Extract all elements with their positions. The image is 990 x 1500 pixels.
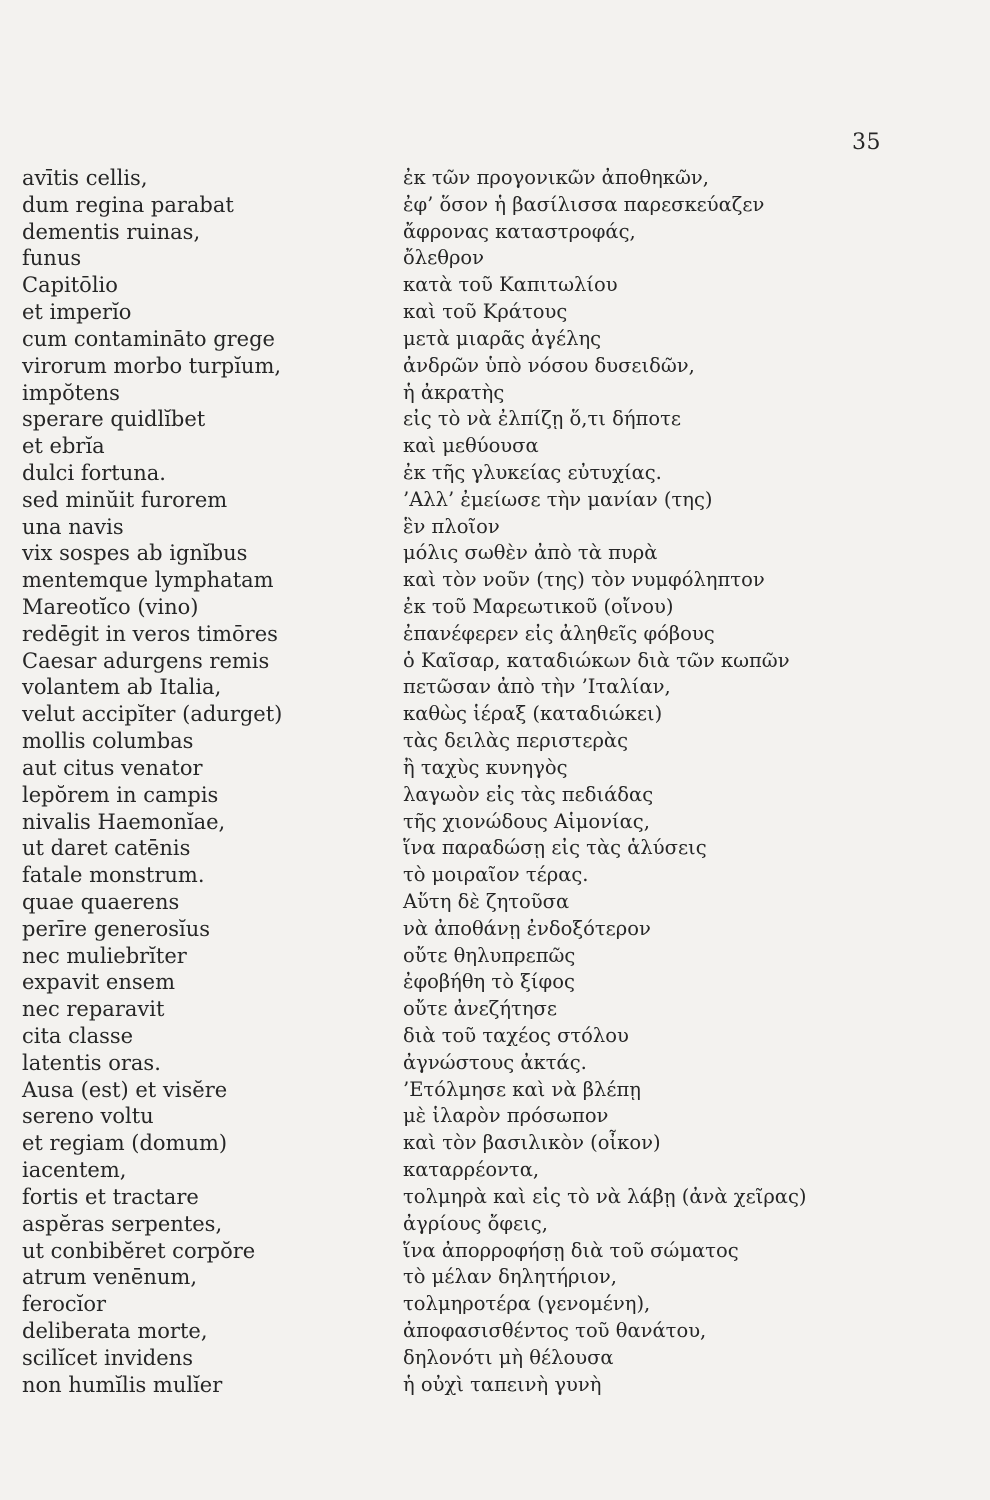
latin-line: ut conbibĕret corpŏre [22,1238,256,1263]
greek-line: ἡ ἀκρατὴς [403,380,505,404]
greek-line: ἡ οὐχὶ ταπεινὴ γυνὴ [403,1372,602,1396]
greek-line: νὰ ἀποθάνῃ ἐνδοξότερον [403,916,651,940]
latin-line: Caesar adurgens remis [22,648,270,673]
latin-line: et regiam (domum) [22,1131,228,1156]
latin-line: dum regina parabat [22,192,234,217]
greek-line: μὲ ἱλαρὸν πρόσωπον [403,1104,609,1128]
latin-line: nivalis Haemonĭae, [22,809,226,834]
greek-line: ἀγνώστους ἀκτάς. [403,1050,587,1074]
greek-line: διὰ τοῦ ταχέος στόλου [403,1024,629,1047]
greek-line: ἐκ τῆς γλυκείας εὐτυχίας. [403,460,662,484]
latin-line: nec reparavit [22,997,165,1022]
greek-line: οὔτε ἀνεζήτησε [403,997,557,1021]
latin-line: scilĭcet invidens [22,1345,193,1370]
latin-line: mentemque lymphatam [22,568,274,593]
greek-line: εἰς τὸ νὰ ἐλπίζῃ ὅ,τι δήποτε [403,407,681,431]
latin-line: sperare quidlĭbet [22,407,206,432]
greek-line: ἵνα παραδώσῃ εἰς τὰς ἁλύσεις [403,836,707,860]
greek-line: ἵνα ἀπορροφήσῃ διὰ τοῦ σώματος [403,1238,739,1262]
greek-line: πετῶσαν ἀπὸ τὴν ’Ιταλίαν, [403,675,671,699]
greek-line: οὔτε θηλυπρεπῶς [403,943,576,967]
latin-line: dulci fortuna. [22,460,166,485]
page-number: 35 [852,130,881,155]
greek-line: ἐπανέφερεν εἰς ἀληθεῖς φόβους [403,621,715,645]
greek-line: ἀνδρῶν ὑπὸ νόσου δυσειδῶν, [403,353,695,377]
latin-text-column [22,165,402,1398]
latin-line: una navis [22,514,124,539]
greek-line: ἐφοβήθη τὸ ξίφος [403,970,575,994]
latin-line: dementis ruinas, [22,219,201,244]
latin-line: impŏtens [22,380,120,405]
greek-line: τὸ μέλαν δηλητήριον, [403,1265,617,1289]
greek-line: Αὕτη δὲ ζητοῦσα [403,889,570,913]
latin-line: cum contamināto grege [22,326,275,351]
greek-line: ’Ετόλμησε καὶ νὰ βλέπῃ [403,1077,641,1101]
latin-line: aspĕras serpentes, [22,1211,223,1236]
latin-line: aut citus venator [22,755,203,780]
greek-line: τολμηροτέρα (γενομένη), [403,1292,651,1316]
latin-line: perīre generosĭus [22,916,211,941]
latin-line: vix sospes ab ignĭbus [22,541,248,566]
latin-line: non humĭlis mulĭer [22,1372,223,1397]
greek-line: ἐφ’ ὅσον ἡ βασίλισσα παρεσκεύαζεν [403,192,765,216]
latin-line: expavit ensem [22,970,175,995]
greek-line: τὰς δειλὰς περιστερὰς [403,729,628,753]
greek-line: καὶ τοῦ Κράτους [403,300,568,324]
latin-line: cita classe [22,1024,134,1048]
greek-line: ὄλεθρον [403,246,484,270]
latin-line: sereno voltu [22,1104,154,1129]
greek-line: τολμηρὰ καὶ εἰς τὸ νὰ λάβῃ (ἀνὰ χεῖρας) [403,1184,807,1208]
greek-line: καθὼς ἱέραξ (καταδιώκει) [403,702,663,726]
greek-line: ὁ Καῖσαρ, καταδιώκων διὰ τῶν κωπῶν [403,648,790,672]
latin-line: quae quaerens [22,889,180,914]
greek-line: λαγωὸν εἰς τὰς πεδιάδας [403,782,654,806]
greek-line: ἐκ τῶν προγονικῶν ἀποθηκῶν, [403,166,709,189]
latin-line: nec muliebrĭter [22,943,187,968]
greek-line: ἀποφασισθέντος τοῦ θανάτου, [403,1318,707,1342]
greek-line: καὶ τὸν βασιλικὸν (οἶκον) [403,1131,661,1155]
greek-line: ἄφρονας καταστροφάς, [403,219,636,243]
latin-line: atrum venēnum, [22,1265,197,1290]
latin-line: volantem ab Italia, [22,675,222,700]
greek-line: τὸ μοιραῖον τέρας. [403,863,589,887]
latin-line: velut accipĭter (adurget) [22,702,283,727]
greek-line: ἐκ τοῦ Μαρεωτικοῦ (οἴνου) [403,595,674,618]
latin-line: fatale monstrum. [22,863,205,888]
latin-line: et ebrĭa [22,434,105,459]
greek-line: μετὰ μιαρᾶς ἀγέλης [403,326,602,350]
greek-line: καὶ μεθύουσα [403,434,539,458]
greek-line: δηλονότι μὴ θέλουσα [403,1345,614,1369]
latin-line: mollis columbas [22,729,194,754]
greek-line: ἢ ταχὺς κυνηγὸς [403,755,568,779]
latin-line: et imperĭo [22,300,132,325]
latin-line: Capitōlio [22,273,118,298]
latin-line: latentis oras. [22,1050,161,1075]
greek-line: καταρρέοντα, [403,1158,540,1182]
greek-line: ἀγρίους ὄφεις, [403,1211,548,1235]
greek-line: καὶ τὸν νοῦν (της) τὸν νυμφόληπτον [403,568,765,592]
greek-line: ’Αλλ’ ἐμείωσε τὴν μανίαν (της) [403,487,713,511]
latin-line: avītis cellis, [22,166,148,190]
latin-line: ut daret catēnis [22,836,191,861]
greek-line: μόλις σωθὲν ἀπὸ τὰ πυρὰ [403,541,658,565]
latin-line: redēgit in veros timōres [22,621,278,646]
latin-line: deliberata morte, [22,1318,208,1343]
latin-line: iacentem, [22,1158,127,1183]
latin-line: fortis et tractare [22,1184,199,1209]
latin-line: Mareotĭco (vino) [22,595,199,619]
latin-line: lepŏrem in campis [22,782,219,807]
greek-line: ἓν πλοῖον [403,514,500,538]
latin-line: ferocĭor [22,1292,107,1317]
latin-line: funus [22,246,82,271]
latin-line: Ausa (est) et visĕre [22,1077,228,1102]
latin-line: virorum morbo turpĭum, [22,353,282,378]
greek-translation-column [403,165,978,1398]
greek-line: τῆς χιονώδους Αἱμονίας, [403,809,650,833]
greek-line: κατὰ τοῦ Καπιτωλίου [403,273,618,297]
latin-line: sed minŭit furorem [22,487,228,512]
